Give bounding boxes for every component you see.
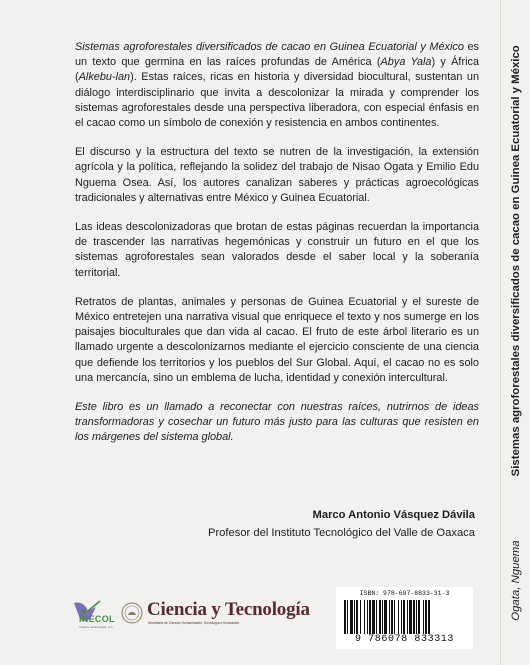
author-affiliation: Profesor del Instituto Tecnológico del Valle de Oaxaca [207,527,475,539]
isbn-barcode [336,587,473,649]
foreword-author [208,506,475,542]
book-title-inline: Sistemas agroforestales diversificados de cacao en Guinea Ecuatorial y México [75,41,464,53]
ciencia-tecnologia-logo: Ciencia y Tecnología [147,599,310,620]
paragraph-1: Sistemas agroforestales diversificados de cacao en Guinea Ecuatorial y México es un texto que germina en las raíces profundas de América (Abya Yala) y África (Alkebu-lan). Estas raíces, ricas en historia y diversidad biocultural, sustentan un diálogo interdisciplinario que invita a descolonizar la mirada y comprender los sistemas agroforestales desde una perspectiva liberadora, con especial énfasis en el cacao como un símbolo de conexión y resistencia en ambos continentes. [75,41,480,130]
author-name: Marco Antonio Vásquez Dávila [312,509,475,521]
inecol-logo-subtitle: Instituto de Ecología, A.C. [79,625,114,629]
barcode-icon [344,600,465,634]
isbn-label: ISBN: 978-607-8833-31-3 [359,590,450,597]
paragraph-3: Las ideas descolonizadoras que brotan de estas páginas recuerdan la importancia de trascender las narrativas hegemónicas y construir un futuro en el que los sistemas agroforestales sean valorados desde el saber local y la soberanía territorial. [75,221,479,279]
inecol-logo-text: INECOL [79,614,115,624]
paragraph-closing: Este libro es un llamado a reconectar con nuestras raíces, nutrirnos de ideas transformadoras y cosechar un futuro más justo para las culturas que resisten en los márgenes del sistema global. [75,401,479,444]
barcode-number: 9 786078 833313 [354,634,454,645]
paragraph-4: Retratos de plantas, animales y personas de Guinea Ecuatorial y el sureste de México entretejen una narrativa visual que enriquece el texto y nos sumerge en los paisajes bioculturales que dan vida al cacao. El fruto de este árbol literario es un llamado urgente a descolonizarnos mediante el ejercicio consciente de una ciencia que defiende los territorios y los pueblos del Sur Global. Aquí, el cacao no es solo una mercancía, sino un emblema de lucha, identidad y conexión intercultural. [75,295,479,384]
ciencia-tecnologia-subtitle: Secretaría de Ciencia, Humanidades, Tecnología e Innovación [148,621,240,625]
paragraph-2: El discurso y la estructura del texto se nutren de la investigación, la extensión agrícola y la política, reflejando la solidez del trabajo de Nisao Ogata y Emilio Edu Nguema Osea. Así, los autores canalizan saberes y prácticas agroecológicas tradicionales y alternativas entre México y Guinea Ecuatorial. [75,146,479,204]
government-seal-icon [121,602,143,624]
spine [500,0,530,665]
back-cover-text [75,40,479,460]
spine-authors: Ogata, Nguema [510,539,522,621]
spine-title: Sistemas agroforestales diversificados de cacao en Guinea Ecuatorial y México [510,44,522,476]
